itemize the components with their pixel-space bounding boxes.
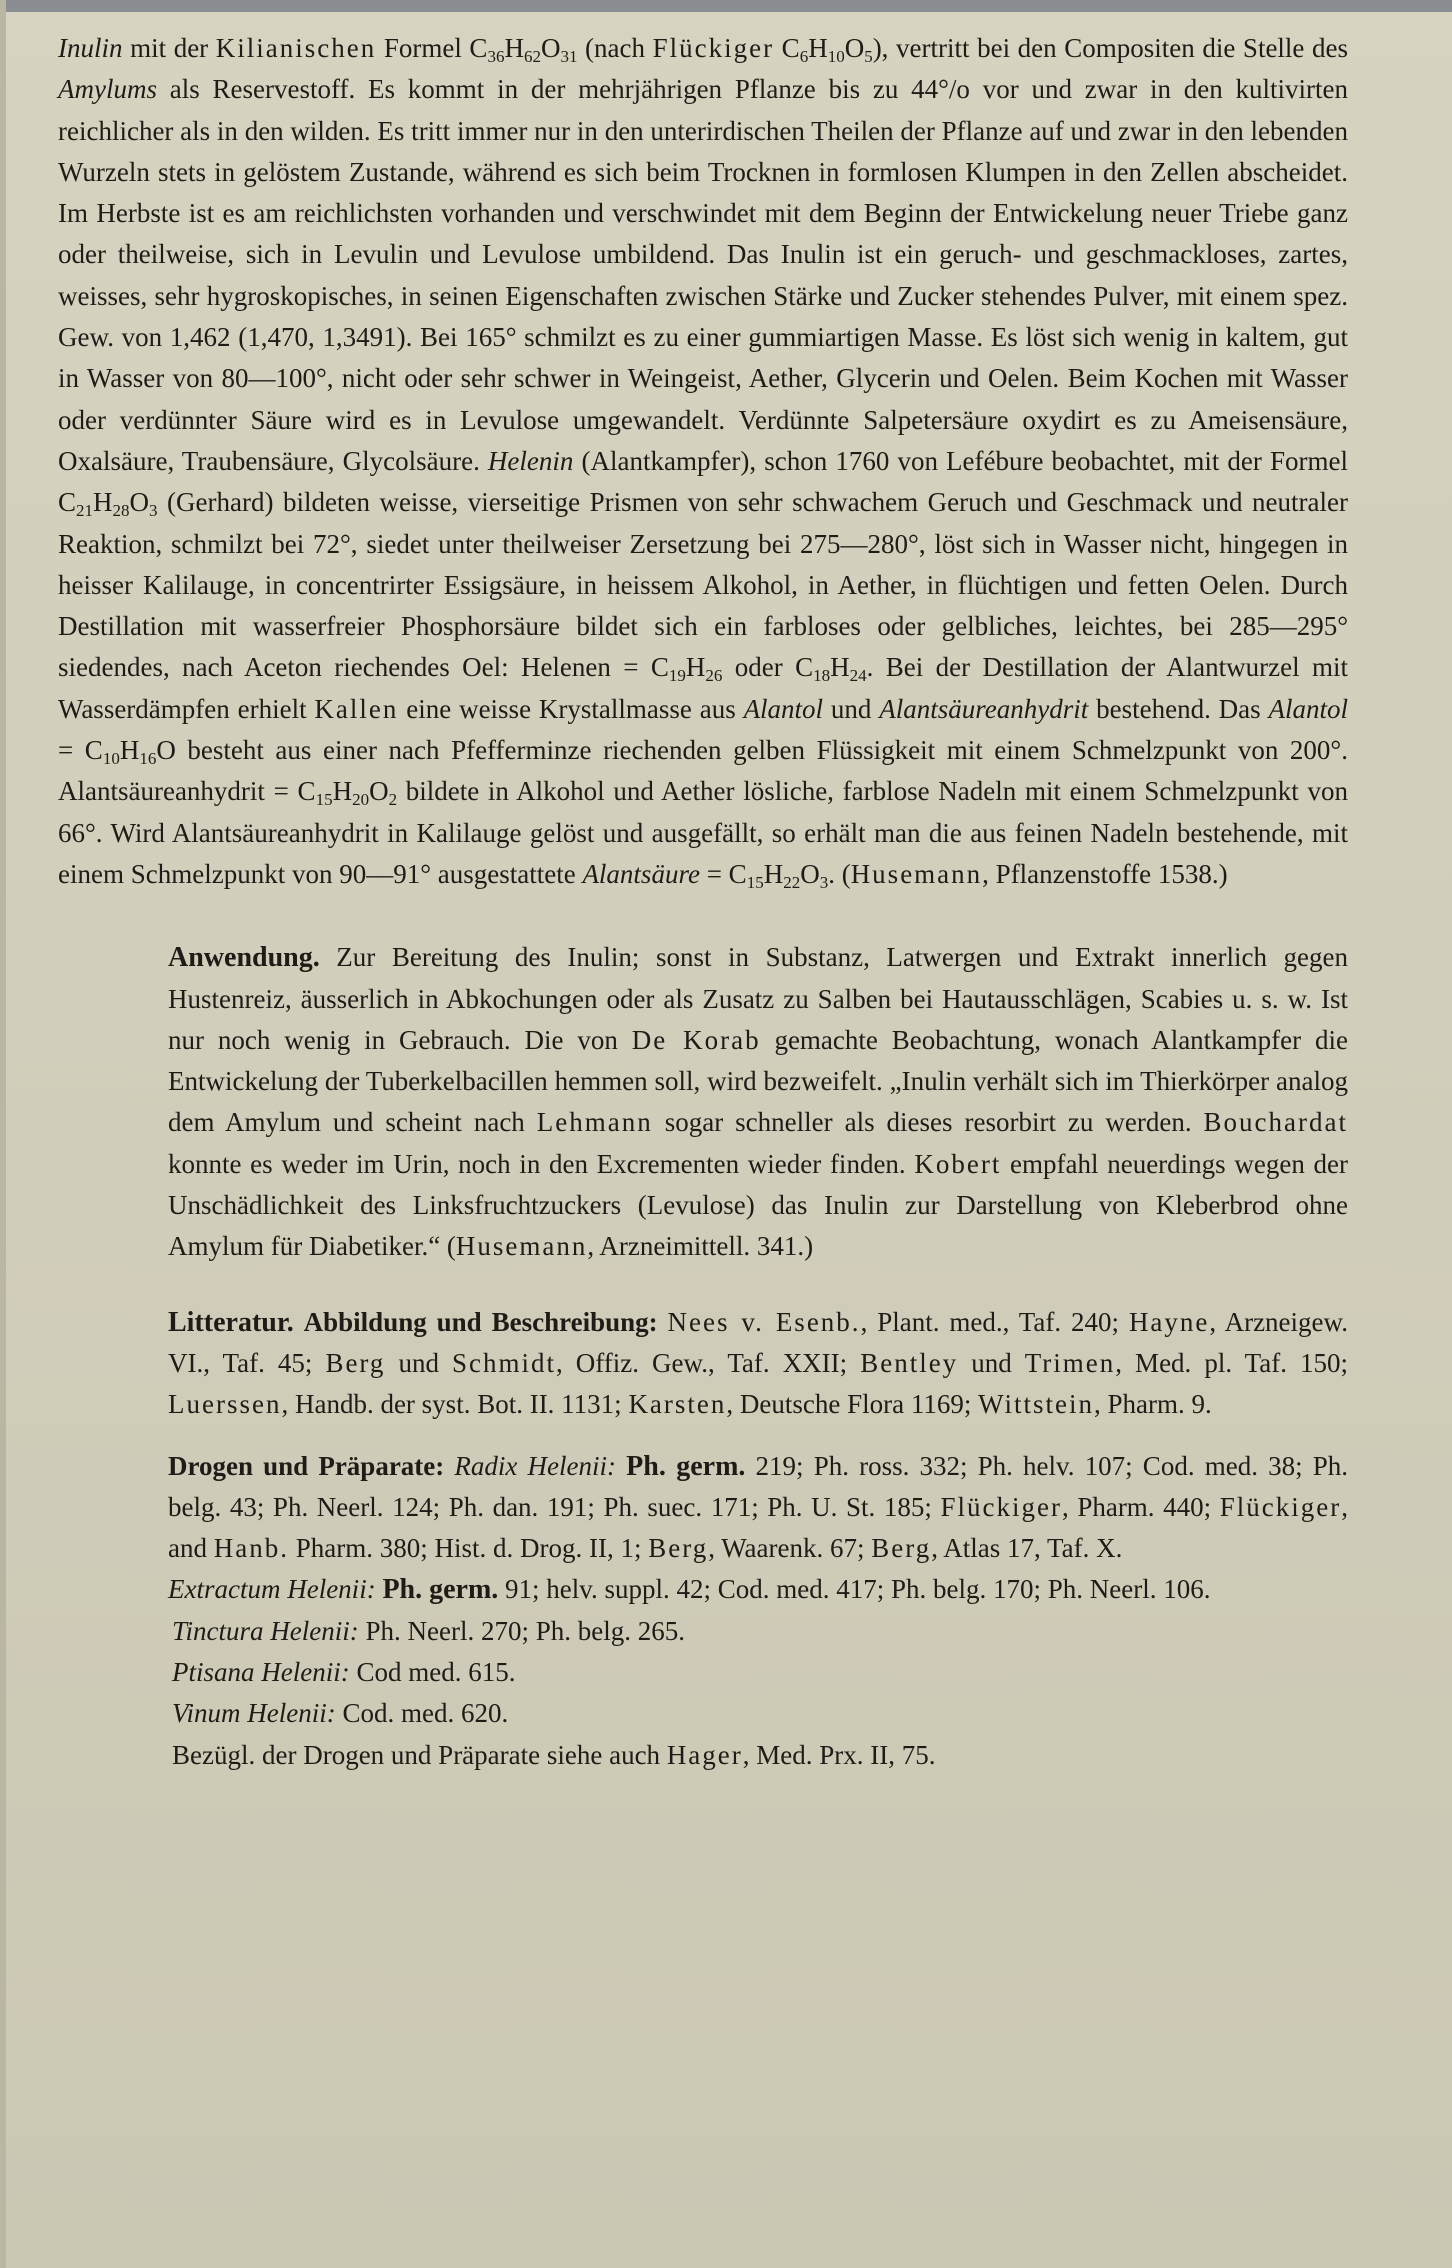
- abbildung-subheading: Abbildung und Beschreibung:: [303, 1306, 658, 1337]
- term-alantol: Alantol: [743, 693, 824, 724]
- term-amylums: Amylums: [58, 74, 157, 105]
- spacer: [58, 1426, 1348, 1446]
- inulin-helenin-paragraph: Inulin mit der Kilianischen Formel $C_{36}H_{62}O_{31}$ (nach Flückiger $C_6H_{10}O_5$), vertritt bei den Compositen die Stelle des Amylums als Reservestoff. Es kommt in der mehrjährigen Pflanze bis zu 44°/o vor und zwar in den kultivirten reichlicher als in den wilden. Es tritt immer nur in den unterirdischen Theilen der Pflanze auf und zwar in den lebenden Wurzeln stets in gelöstem Zustande, während es sich beim Trocknen in formlosen Klumpen in den Zellen abscheidet. Im Herbste ist es am reichlichsten vorhanden und verschwindet mit dem Beginn der Entwickelung neuer Triebe ganz oder theilweise, sich in Levulin und Levulose umbildend. Das Inulin ist ein geruch- und geschmackloses, zartes, weisses, sehr hygroskopisches, in seinen Eigenschaften zwischen Stärke und Zucker stehendes Pulver, mit einem spez. Gew. von 1,462 (1,470, 1,3491). Bei 165° schmilzt es zu einer gummiartigen Masse. Es löst sich wenig in kaltem, gut in Wasser von 80—100°, nicht oder sehr schwer in Weingeist, Aether, Glycerin und Oelen. Beim Kochen mit Wasser oder verdünnter Säure wird es in Levulose umgewandelt. Verdünnte Salpetersäure oxydirt es zu Ameisensäure, Oxalsäure, Traubensäure, Glycolsäure. Helenin (Alantkampfer), schon 1760 von Lefébure beobachtet, mit der Formel $C_{21}H_{28}O_3$ (Gerhard) bildeten weisse, vierseitige Prismen von sehr schwachem Geruch und Geschmack und neutraler Reaktion, schmilzt bei 72°, siedet unter theilweiser Zersetzung bei 275—280°, löst sich in Wasser nicht, hingegen in heisser Kalilauge, in concentrirter Essigsäure, in heissem Alkohol, in Aether, in flüchtigen und fetten Oelen. Durch Destillation mit wasserfreier Phosphorsäure bildet sich ein farbloses oder gelbliches, leichtes, bei 285—295° siedendes, nach Aceton riechendes Oel: Helenen = $C_{19}H_{26}$ oder $C_{18}H_{24}$. Bei der Destillation der Alantwurzel mit Wasserdämpfen erhielt Kallen eine weisse Krystallmasse aus Alantol und Alantsäureanhydrit bestehend. Das Alantol = $C_{10}H_{16}O$ besteht aus einer nach Pfefferminze riechenden gelben Flüssigkeit mit einem Schmelzpunkt von 200°. Alantsäureanhydrit = $C_{15}H_{20}O_2$ bildete in Alkohol und Aether lösliche, farblose Nadeln mit einem Schmelzpunkt von 66°. Wird Alantsäureanhydrit in Kalilauge gelöst und ausgefällt, so erhält man die aus feinen Nadeln bestehende, mit einem Schmelzpunkt von 90—91° ausgestattete Alantsäure = $C_{15}H_{22}O_3$. (Husemann, Pflanzenstoffe 1538.): [58, 33, 1349, 892]
- anwendung-heading: Anwendung.: [168, 942, 320, 974]
- extractum-paragraph: Extractum Helenii: Ph. germ. 91; helv. suppl. 42; Cod. med. 417; Ph. belg. 170; Ph. Neerl. 106.: [168, 1574, 1211, 1606]
- spacer: [58, 1268, 1348, 1302]
- tinctura-label: Tinctura Helenii:: [172, 1615, 359, 1646]
- author-husemann-2: Husemann: [455, 1231, 588, 1262]
- term-inulin: Inulin: [58, 33, 123, 63]
- author-husemann: Husemann: [850, 858, 983, 889]
- extractum-label: Extractum Helenii:: [168, 1574, 376, 1605]
- litteratur-paragraph: Litteratur. Abbildung und Beschreibung: Nees v. Esenb., Plant. med., Taf. 240; Hayne, Arzneigew. VI., Taf. 45; Berg und Schmidt, Offiz. Gew., Taf. XXII; Bentley und Trimen, Med. pl. Taf. 150; Luerssen, Handb. der syst. Bot. II. 1131; Karsten, Deutsche Flora 1169; Wittstein, Pharm. 9.: [168, 1306, 1349, 1420]
- term-alantol-2: Alantol: [1268, 693, 1349, 724]
- vinum-line: Vinum Helenii: Cod. med. 620.: [172, 1698, 509, 1729]
- ph-germ-label: Ph. germ.: [382, 1574, 499, 1606]
- anwendung-paragraph: Anwendung. Zur Bereitung des Inulin; sonst in Substanz, Latwergen und Extrakt innerlich gegen Hustenreiz, äusserlich in Abkochungen oder als Zusatz zu Salben bei Hautausschlägen, Scabies u. s. w. Ist nur noch wenig in Gebrauch. Die von De Korab gemachte Beobachtung, wonach Alantkampfer die Entwickelung der Tuberkelbacillen hemmen soll, wird bezweifelt. „Inulin verhält sich im Thierkörper analog dem Amylum und scheint nach Lehmann sogar schneller als dieses resorbirt zu werden. Bouchardat konnte es weder im Urin, noch in den Excrementen wieder finden. Kobert empfahl neuerdings wegen der Unschädlichkeit des Linksfruchtzuckers (Levulose) das Inulin zur Darstellung von Kleberbrod ohne Amylum für Diabetiker.“ (Husemann, Arzneimittell. 341.): [168, 942, 1348, 1262]
- author-bouchardat: Bouchardat: [1203, 1107, 1348, 1138]
- term-alantsaeureanhydrit: Alantsäureanhydrit: [879, 693, 1089, 724]
- litteratur-heading: Litteratur.: [168, 1306, 294, 1338]
- spacer: [58, 895, 1348, 937]
- scan-left-edge: [0, 0, 6, 2268]
- author-lehmann: Lehmann: [536, 1107, 653, 1138]
- author-kilianischen: Kilianischen: [215, 33, 377, 63]
- drogen-heading: Drogen und Präparate:: [168, 1450, 445, 1481]
- drogen-paragraph: Drogen und Präparate: Radix Helenii: Ph. germ. 219; Ph. ross. 332; Ph. helv. 107; Cod. med. 38; Ph. belg. 43; Ph. Neerl. 124; Ph. dan. 191; Ph. suec. 171; Ph. U. St. 185; Flückiger, Pharm. 440; Flückiger, and Hanb. Pharm. 380; Hist. d. Drog. II, 1; Berg, Waarenk. 67; Berg, Atlas 17, Taf. X.: [168, 1450, 1348, 1564]
- author-kobert: Kobert: [914, 1148, 1002, 1179]
- text-column: [58, 28, 1348, 1776]
- ph-germ-label: Ph. germ.: [626, 1450, 746, 1482]
- author-dekorab: De Korab: [631, 1024, 761, 1055]
- author-hager: Hager: [666, 1739, 743, 1770]
- bezuegl-line: Bezügl. der Drogen und Präparate siehe auch Hager, Med. Prx. II, 75.: [172, 1739, 936, 1770]
- ptisana-line: Ptisana Helenii: Cod med. 615.: [172, 1656, 516, 1687]
- vinum-label: Vinum Helenii:: [172, 1698, 336, 1729]
- scan-top-edge: [0, 0, 1452, 12]
- radix-helenii-label: Radix Helenii:: [454, 1450, 617, 1481]
- ptisana-label: Ptisana Helenii:: [172, 1656, 350, 1687]
- term-alantsaeure: Alantsäure: [582, 858, 700, 889]
- tinctura-line: Tinctura Helenii: Ph. Neerl. 270; Ph. belg. 265.: [172, 1615, 685, 1646]
- author-flueckiger: Flückiger: [652, 33, 775, 63]
- author-kallen: Kallen: [314, 693, 399, 724]
- term-helenin: Helenin: [487, 445, 574, 476]
